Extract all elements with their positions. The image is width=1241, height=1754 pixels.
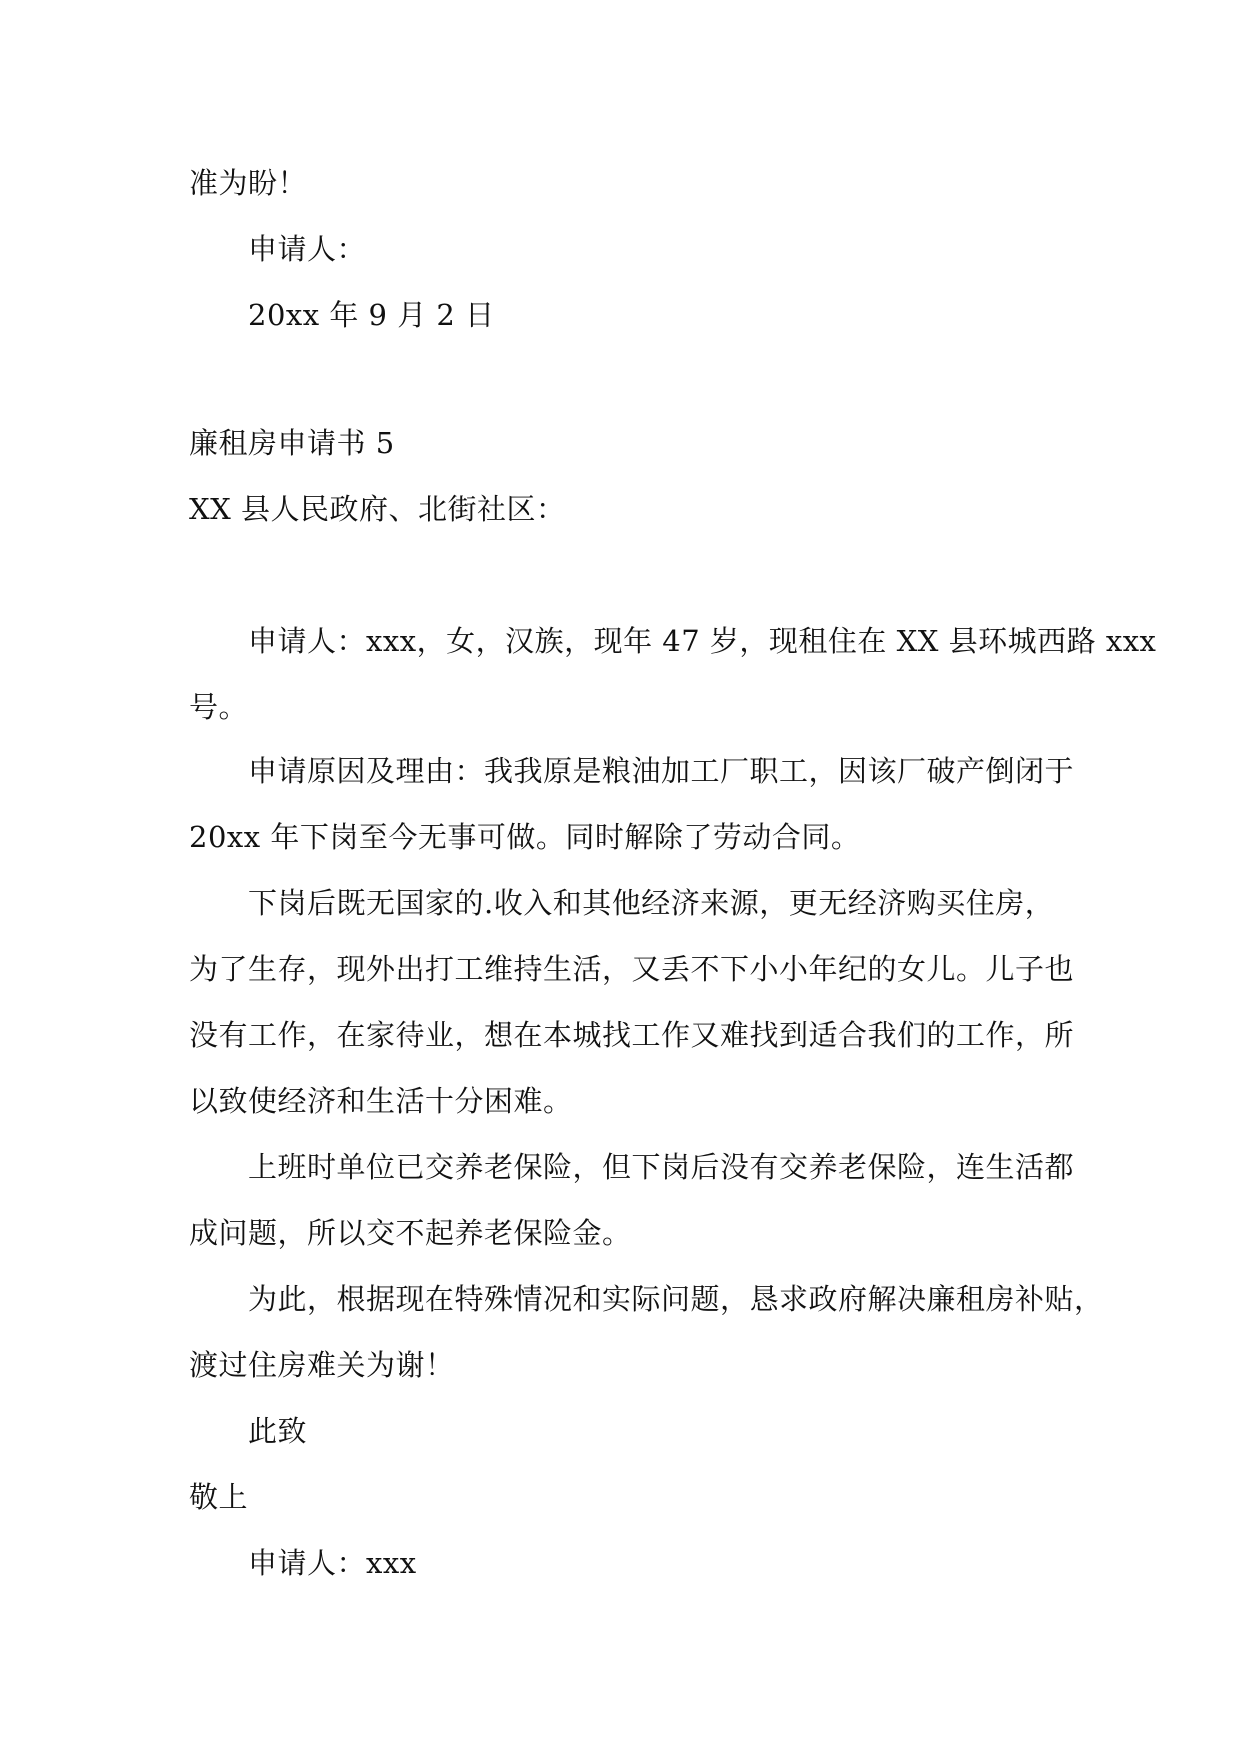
paragraph-5-line-2: 渡过住房难关为谢！ bbox=[189, 1348, 455, 1382]
prev-closing: 准为盼！ bbox=[189, 166, 308, 200]
paragraph-3-line-4: 以致使经济和生活十分困难。 bbox=[189, 1084, 573, 1118]
paragraph-5-line-1: 为此，根据现在特殊情况和实际问题，恳求政府解决廉租房补贴， bbox=[248, 1282, 1104, 1316]
paragraph-3-line-3: 没有工作，在家待业，想在本城找工作又难找到适合我们的工作，所 bbox=[189, 1018, 1075, 1052]
document-title: 廉租房申请书 5 bbox=[189, 426, 395, 460]
paragraph-2-line-2: 20xx 年下岗至今无事可做。同时解除了劳动合同。 bbox=[189, 820, 861, 854]
paragraph-4-line-1: 上班时单位已交养老保险，但下岗后没有交养老保险，连生活都 bbox=[248, 1150, 1075, 1184]
signature: 申请人：xxx bbox=[248, 1546, 417, 1580]
closing-salutation: 此致 bbox=[248, 1414, 308, 1448]
paragraph-3-line-1: 下岗后既无国家的.收入和其他经济来源，更无经济购买住房， bbox=[248, 886, 1055, 920]
paragraph-1-line-1: 申请人：xxx，女，汉族，现年 47 岁，现租住在 XX 县环城西路 xxx bbox=[248, 624, 1157, 658]
prev-signature: 申请人： bbox=[248, 232, 367, 266]
prev-date: 20xx 年 9 月 2 日 bbox=[248, 298, 495, 332]
paragraph-1-line-2: 号。 bbox=[189, 690, 249, 724]
paragraph-2-line-1: 申请原因及理由：我我原是粮油加工厂职工，因该厂破产倒闭于 bbox=[248, 754, 1075, 788]
closing-respect: 敬上 bbox=[189, 1480, 249, 1514]
paragraph-3-line-2: 为了生存，现外出打工维持生活，又丢不下小小年纪的女儿。儿子也 bbox=[189, 952, 1075, 986]
paragraph-4-line-2: 成问题，所以交不起养老保险金。 bbox=[189, 1216, 632, 1250]
addressee: XX 县人民政府、北街社区： bbox=[189, 492, 566, 526]
